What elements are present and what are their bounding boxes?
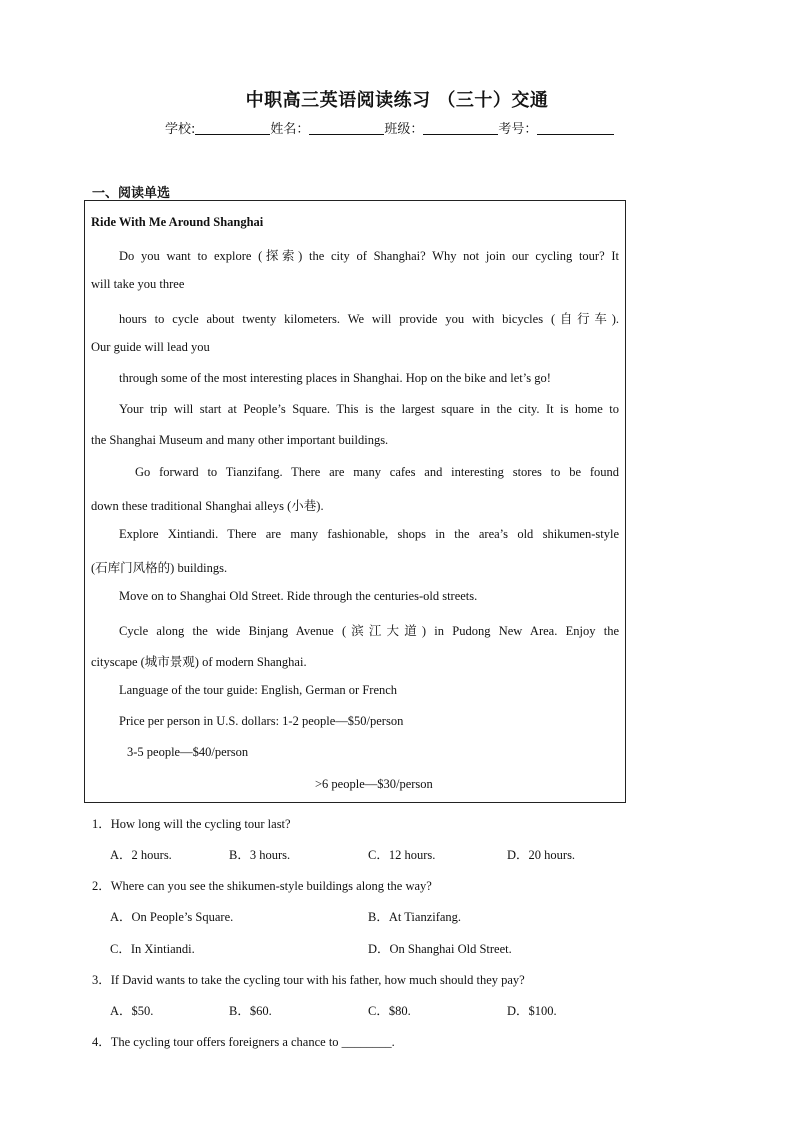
- class-label: 班级：: [384, 122, 424, 137]
- answer-option[interactable]: B．$60.: [229, 1004, 272, 1018]
- passage-line: Cycle along the wide Binjang Avenue (滨江大道) in Pudong New Area. Enjoy the: [119, 624, 619, 638]
- page-title: 中职高三英语阅读练习 （三十）交通: [245, 90, 549, 111]
- passage-title: Ride With Me Around Shanghai: [91, 215, 264, 229]
- passage-line: Explore Xintiandi. There are many fashionable, shops in the area’s old shikumen-style: [119, 527, 619, 541]
- answer-option[interactable]: D．20 hours.: [507, 848, 576, 862]
- passage-line: (石库门风格的) buildings.: [91, 561, 228, 575]
- passage-line: Your trip will start at People’s Square. This is the largest square in the city. It is home to: [119, 402, 619, 416]
- school-label: 学校:: [165, 122, 196, 137]
- school-blank: [195, 121, 270, 135]
- passage-line: Do you want to explore (探索) the city of Shanghai? Why not join our cycling tour? It: [119, 249, 619, 263]
- answer-option[interactable]: C．12 hours.: [368, 848, 436, 862]
- question-stem: 2．Where can you see the shikumen-style buildings along the way?: [92, 879, 432, 893]
- answer-option[interactable]: B．At Tianzifang.: [368, 910, 462, 924]
- answer-option[interactable]: C．In Xintiandi.: [110, 942, 195, 956]
- passage-line: will take you three: [91, 277, 185, 291]
- passage-line: cityscape (城市景观) of modern Shanghai.: [91, 655, 307, 669]
- passage-line: 3-5 people—$40/person: [127, 745, 249, 759]
- student-info-line: [165, 118, 614, 137]
- name-blank: [309, 121, 384, 135]
- question-stem: 3．If David wants to take the cycling tour with his father, how much should they pay?: [92, 973, 525, 987]
- answer-option[interactable]: D．$100.: [507, 1004, 557, 1018]
- class-blank: [423, 121, 498, 135]
- passage-line: Our guide will lead you: [91, 340, 210, 354]
- passage-line: through some of the most interesting places in Shanghai. Hop on the bike and let’s go!: [119, 371, 551, 385]
- passage-line: down these traditional Shanghai alleys (小巷).: [91, 499, 324, 513]
- exam-no-blank: [537, 121, 614, 135]
- answer-option[interactable]: A．2 hours.: [110, 848, 172, 862]
- passage-line: the Shanghai Museum and many other important buildings.: [91, 433, 389, 447]
- answer-option[interactable]: A．$50.: [110, 1004, 154, 1018]
- question-stem: 4．The cycling tour offers foreigners a chance to ________.: [92, 1035, 395, 1049]
- answer-option[interactable]: D．On Shanghai Old Street.: [368, 942, 512, 956]
- answer-option[interactable]: B．3 hours.: [229, 848, 291, 862]
- section-title: 一、阅读单选: [92, 186, 171, 201]
- passage-line: >6 people—$30/person: [315, 777, 433, 791]
- passage-line: Go forward to Tianzifang. There are many cafes and interesting stores to be found: [135, 465, 619, 479]
- passage-line: Language of the tour guide: English, German or French: [119, 683, 398, 697]
- name-label: 姓名：: [270, 122, 310, 137]
- passage-line: Move on to Shanghai Old Street. Ride through the centuries-old streets.: [119, 589, 478, 603]
- passage-line: hours to cycle about twenty kilometers. We will provide you with bicycles (自行车).: [119, 312, 619, 326]
- passage-box: [84, 200, 626, 803]
- answer-option[interactable]: C．$80.: [368, 1004, 411, 1018]
- exam-no-label: 考号：: [498, 122, 538, 137]
- question-stem: 1．How long will the cycling tour last?: [92, 817, 291, 831]
- answer-option[interactable]: A．On People’s Square.: [110, 910, 234, 924]
- passage-line: Price per person in U.S. dollars: 1-2 people—$50/person: [119, 714, 404, 728]
